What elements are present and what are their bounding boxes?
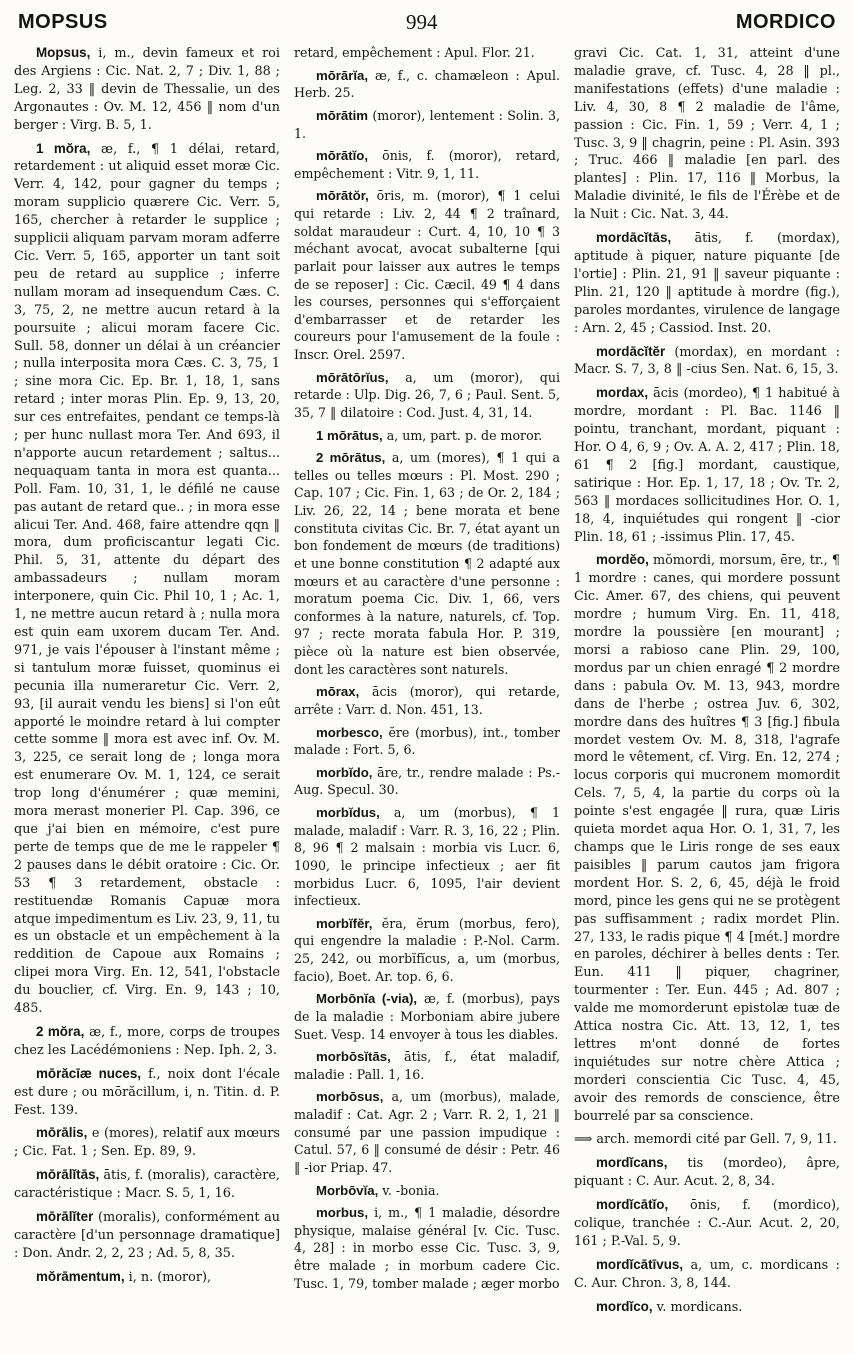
dictionary-entry xyxy=(14,1023,280,1060)
entry-definition: ĕre (morbus), int., tomber malade : Fort. 5, 6. xyxy=(294,724,560,758)
entry-headword: 1 mŏra, xyxy=(36,140,91,156)
entry-headword: mōrālĭtās, xyxy=(36,1167,100,1183)
entry-headword: mōrātim xyxy=(316,107,369,123)
entry-headword: morbĭfĕr, xyxy=(316,915,373,931)
column-3 xyxy=(574,44,840,1346)
entry-definition: a, um, c. mordicans : C. Aur. Chron. 3, 8, 144. xyxy=(574,1257,840,1291)
entry-headword: mordācĭtĕr xyxy=(596,343,666,359)
entry-headword: morbĭdo, xyxy=(316,764,373,780)
entry-definition: ōnis, f. (mordico), colique, tranchée : C.-Aur. Acut. 2, 20, 161 ; P.-Val. 5, 9. xyxy=(574,1198,840,1249)
entry-headword: mōrăcīæ nuces, xyxy=(36,1065,141,1081)
entry-definition: (moror), lentement : Solin. 3, 1. xyxy=(294,107,560,141)
dictionary-entry xyxy=(294,449,560,678)
entry-headword: mōrātŏr, xyxy=(316,188,369,204)
entry-definition: æ, f., ¶ 1 délai, retard, retardement : ut aliquid esset moræ Cic. Verr. 4, 142, pour gagner du temps ; moram supplicio quærere Cic. Verr. 5, 165, chercher à retarder le supplice ; supplicii aliquam parvam moram adferre Cic. Verr. 5, 165, apporter un tant soit peu de retard au supplice ; inferre nullam moram ad insequendum Cæs. C. 3, 75, 2, ne mettre aucun retard à la poursuite ; alicui moram facere Cic. Sull. 58, donner un délai à un créancier ; nulla interposita mora Cæs. C. 3, 75, 1 ; sine mora Cic. Ep. Br. 1, 18, 1, sans retard ; inter moras Plin. Ep. 9, 13, 20, sur ces entrefaites, pendant ce temps-là ; per hunc nullast mora Ter. And 693, il n'apporte aucun retardement ; saltus... nequaquam tanta in mora est quanta... Poll. Fam. 10, 31, 1, le défilé ne cause pas autant de retard que.. ; in mora esse alicui Ter. And. 468, faire attendre qqn ‖ mora, dum proficiscantur legati Cic. Phil. 5, 31, attente du départ des ambassadeurs ; nullam moram interponere, quin Cic. Phil 10, 1 ; Ac. 1, 1, ne mettre aucun retard à ; nulla mora est quin eam uxorem ducam Ter. And. 971, je vais l'épouser à l'instant même ; si tantulum moræ fuisset, quominus ei pecunia illa numeraretur Cic. Verr. 2, 93, [il aurait vendu les biens] si l'on eût apporté le moindre retard à lui compter cette somme ‖ mora est avec inf. Ov. M. 3, 225, ce serait long de ; longa mora est enumerare Ov. M. 1, 124, ce serait trop long d'énumérer ; quæ memini, mora merast monerier Pl. Cap. 396, ce que j'ai bien en mémoire, c'est pure perte de temps que de me le rappeler ¶ 2 pauses dans le débit oratoire : Cic. Or. 53 ¶ 3 retardement, obstacle : restituendæ Romanis Capuæ mora atque impedimentum es Liv. 23, 9, 11, tu es un obstacle et un empêchement à la reddition de Capoue aux Romains ; clipei mora Virg. En. 12, 541, l'obstacle du bouclier, cf. Virg. En. 9, 143 ; 10, 485. xyxy=(14,141,280,1017)
entry-headword: morbĭdus, xyxy=(316,805,380,820)
entry-definition: v. -bonia. xyxy=(378,1182,440,1198)
entry-definition: a, um, part. p. de moror. xyxy=(382,427,543,443)
entry-definition: f., noix dont l'écale est dure ; ou mōrăcillum, i, n. Titin. d. P. Fest. 139. xyxy=(14,1066,280,1118)
entry-definition: (mordax), en mordant : Macr. S. 7, 3, 8 ‖ -cius Sen. Nat. 6, 15, 3. xyxy=(574,344,840,378)
entry-headword: mōrālis, xyxy=(36,1125,88,1141)
entry-headword: mōrālĭter xyxy=(36,1209,94,1225)
dictionary-entry xyxy=(574,1196,840,1251)
page-header xyxy=(14,0,840,44)
entry-headword: morbesco, xyxy=(316,724,383,740)
dictionary-entry xyxy=(14,1208,280,1263)
entry-definition: āre, tr., rendre malade : Ps.-Aug. Specul. 30. xyxy=(294,764,560,798)
column-2 xyxy=(294,44,560,1346)
dictionary-entry xyxy=(294,724,560,759)
dictionary-entry xyxy=(294,915,560,986)
dictionary-entry xyxy=(294,187,560,363)
entry-headword: mordax, xyxy=(596,385,649,401)
dictionary-entry xyxy=(294,369,560,422)
entry-definition: v. mordicans. xyxy=(652,1299,743,1315)
entry-definition: gravi Cic. Cat. 1, 31, atteint d'une maladie grave, cf. Tusc. 4, 28 ‖ pl., manifestations (effets) d'une maladie : Liv. 4, 30, 8 ¶ 2 maladie de l'âme, passion : Cic. Fin. 1, 59 ; Verr. 4, 1 ; Tusc. 3, 9 ‖ chagrin, peine : Pl. Asin. 393 ; Truc. 466 ‖ maladie [en parl. des plantes] : Plin. 17, 116 ‖ Morbus, la Maladie divinité, le fils de l'Érèbe et de la Nuit : Cic. Nat. 3, 44. xyxy=(574,46,840,223)
entry-headword: mordĭcātĭo, xyxy=(596,1197,669,1213)
entry-definition: æ, f., c. chamæleon : Apul. Herb. 25. xyxy=(294,67,560,101)
entry-definition: i, m., devin fameux et roi des Argiens : Cic. Nat. 2, 7 ; Div. 1, 88 ; Leg. 2, 33 ‖ devin de Thessalie, un des Argonautes : Ov. M. 12, 456 ‖ nom d'un berger : Virg. B. 5, 1. xyxy=(14,46,280,133)
entry-definition: mŏmordi, morsum, ēre, tr., ¶ 1 mordre : canes, qui mordere possunt Cic. Amer. 67, des chiens, qui peuvent mordre ; humum Virg. En. 11, 418, mordre la poussière [en mourant] ; morsi a rabioso cane Plin. 29, 100, mordus par un chien enragé ¶ 2 mordre dans : pabula Ov. M. 13, 943, mordre dans de l'herbe ; ostrea Juv. 6, 302, mordre dans des huîtres ¶ 3 [fig.] fibula mordet vestem Ov. M. 8, 318, l'agrafe mord le vêtement, cf. Virg. En. 12, 274 ; locus corporis qui mucronem momordit Cels. 7, 5, 4, la partie du corps où la pointe s'est engagée ‖ rura, quæ Liris quieta mordet aqua Hor. O. 1, 31, 7, les champs que le Liris ronge de ses eaux paisibles ‖ parum cautos jam frigora mordent Hor. S. 2, 6, 45, déjà le froid mord, pince les gens qui ne se protègent pas suffisamment ; radix mordet Plin. 27, 133, le radis pique ¶ 4 [mét.] mordre en paroles, déchirer à belles dents : Ter. Eun. 411 ‖ piquer, chagriner, tourmenter : Ter. Eun. 445 ; Ad. 807 ; valde me momorderunt epistolæ tuæ de Attica nostra Cic. Att. 13, 12, 1, tes lettres m'ont donné de fortes inquiétudes sur notre chère Attica ; morderi conscientia Cic Tusc. 4, 45, avoir des remords de conscience, être bourrelé par sa conscience. xyxy=(574,553,840,1124)
dictionary-entry xyxy=(14,1124,280,1161)
dictionary-entry xyxy=(14,1065,280,1120)
dictionary-entry xyxy=(574,44,840,224)
entry-definition: ācis (moror), qui retarde, arrête : Varr. d. Non. 451, 13. xyxy=(294,684,560,717)
entry-headword: mordĕo, xyxy=(596,552,649,568)
dictionary-entry xyxy=(294,67,560,102)
dictionary-entry xyxy=(294,427,560,445)
entry-definition: æ, f., more, corps de troupes chez les Lacédémoniens : Nep. Iph. 2, 3. xyxy=(14,1024,280,1058)
right-guide-word: MORDICO xyxy=(735,10,836,33)
dictionary-entry xyxy=(574,1130,840,1149)
entry-definition: ĕra, ĕrum (morbus, fero), qui engendre la maladie : P.-Nol. Carm. 25, 242, ou morbĭfĭcus, a, um (morbus, facio), Boet. Ar. top. 6, 6. xyxy=(294,915,560,984)
entry-definition: ācis (mordeo), ¶ 1 habitué à mordre, mordant : Pl. Bac. 1146 ‖ pointu, tranchant, mordant, piquant : Hor. O 4, 6, 9 ; Ov. A. A. 2, 417 ; Plin. 18, 61 ¶ 2 [fig.] mordant, caustique, satirique : Hor. Ep. 1, 17, 18 ; Ov. Tr. 2, 563 ‖ mordaces sollicitudines Hor. O. 1, 18, 4, inquiétudes qui rongent ‖ -cior Plin. 18, 61 ; -issimus Plin. 17, 45. xyxy=(574,386,840,545)
entry-definition: tis (mordeo), âpre, piquant : C. Aur. Acut. 2, 8, 34. xyxy=(574,1156,840,1190)
dictionary-entry xyxy=(294,1182,560,1200)
entry-headword: mordĭco, xyxy=(596,1298,653,1314)
entry-definition: ⟹ arch. memordi cité par Gell. 7, 9, 11. xyxy=(574,1132,837,1148)
entry-headword: 1 mōrātus, xyxy=(316,427,383,443)
entry-headword: morbōsĭtās, xyxy=(316,1049,391,1065)
dictionary-entry xyxy=(294,990,560,1043)
entry-headword: mōrātĭo, xyxy=(316,148,369,164)
column-1 xyxy=(14,44,280,1346)
dictionary-entry xyxy=(574,1256,840,1293)
entry-definition: e (mores), relatif aux mœurs ; Cic. Fat. 1 ; Sen. Ep. 89, 9. xyxy=(14,1126,280,1160)
entry-definition: æ, f. (morbus), pays de la maladie : Morboniam abire jubere Suet. Vesp. 14 envoyer à tous les diables. xyxy=(294,991,560,1042)
entry-definition: ōris, m. (moror), ¶ 1 celui qui retarde : Liv. 2, 44 ¶ 2 traînard, soldat maraudeur : Curt. 4, 10, 10 ¶ 3 méchant avocat, avocat subalterne [qui parlait pour laisser aux autres le temps de se reposer] : Cic. Cæcil. 49 ¶ 4 dans les courses, personnes qui s'efforçaient d'embarrasser et de retarder les coureurs pour l'amusement de la foule : Inscr. Orel. 2597. xyxy=(294,188,560,362)
dictionary-entry xyxy=(294,764,560,799)
entry-headword: Morbōvĭa, xyxy=(316,1182,379,1198)
dictionary-entry xyxy=(574,229,840,337)
entry-definition: ātis, f. (mordax), aptitude à piquer, nature piquante [de l'ortie] : Plin. 21, 91 ‖ saveur piquante : Plin. 21, 120 ‖ aptitude à mordre (fig.), paroles mordantes, virulence de langage : Arn. 2, 45 ; Cassiod. Inst. 20. xyxy=(574,231,840,336)
entry-definition: ātis, f., état maladif, maladie : Pall. 1, 16. xyxy=(294,1049,560,1082)
dictionary-entry xyxy=(14,1166,280,1203)
entry-headword: mordĭcans, xyxy=(596,1155,668,1171)
entry-definition: (moralis), conformément au caractère [d'un personnage dramatique] : Don. Andr. 2, 2, 23 ; Ad. 5, 8, 35. xyxy=(14,1210,280,1261)
dictionary-entry xyxy=(294,147,560,182)
dictionary-entry xyxy=(294,44,560,62)
entry-definition: a, um (mores), ¶ 1 qui a telles ou telles mœurs : Pl. Most. 290 ; Cap. 107 ; Cic. Fin. 1, 63 ; de Or. 2, 184 ; Liv. 26, 22, 14 ; bene morata et bene constituta civitas Cic. Br. 7, état ayant un bon fondement de mœurs (de traditions) et une bonne constitution ¶ 2 adapté aux mœurs et au caractère d'une personne : moratum poema Cic. Div. 1, 66, vers conformes à la nature, naturels, cf. Top. 97 ; recte morata fabula Hor. P. 319, pièce où la nature est bien observée, dont les caractères sont naturels. xyxy=(294,450,560,677)
entry-headword: morbus, xyxy=(316,1205,369,1221)
entry-definition: retard, empêchement : Apul. Flor. 21. xyxy=(294,45,535,60)
dictionary-entry xyxy=(14,44,280,135)
entry-definition: a, um (morbus), malade, maladif : Cat. Agr. 2 ; Varr. R. 2, 1, 21 ‖ consumé par une passion impudique : Catul. 57, 6 ‖ consumé de désir : Petr. 46 ‖ -ior Priap. 47. xyxy=(294,1089,560,1175)
entry-headword: morbōsus, xyxy=(316,1089,384,1105)
dictionary-entry xyxy=(294,804,560,910)
entry-definition: a, um (moror), qui retarde : Ulp. Dig. 26, 7, 6 ; Paul. Sent. 5, 35, 7 ‖ dilatoire : Cod. Just. 4, 31, 14. xyxy=(294,369,560,420)
entry-definition: a, um (morbus), ¶ 1 malade, maladif : Varr. R. 3, 16, 22 ; Plin. 8, 96 ¶ 2 malsain : morbia vis Lucr. 6, 1090, le principe infectieux ; aer fit morbidus Lucr. 6, 1095, l'air devient infectieux. xyxy=(294,805,560,909)
dictionary-entry xyxy=(14,1268,280,1287)
dictionary-entry xyxy=(574,384,840,546)
dictionary-entry xyxy=(574,551,840,1125)
entry-headword: 2 mŏra, xyxy=(36,1023,85,1039)
entry-headword: mŏrāmentum, xyxy=(36,1268,125,1284)
entry-definition: ātis, f. (moralis), caractère, caractéristique : Macr. S. 5, 1, 16. xyxy=(14,1168,280,1202)
dictionary-entry xyxy=(294,1204,560,1292)
entry-headword: mordĭcātīvus, xyxy=(596,1256,684,1272)
left-guide-word: MOPSUS xyxy=(18,10,108,33)
entry-definition: i, m., ¶ 1 maladie, désordre physique, malaise général [v. Cic. Tusc. 4, 28] : in morbo esse Cic. Tusc. 3, 9, être malade ; in morbum cadere Cic. Tusc. 1, 79, tomber malade ; æger morbo xyxy=(294,1205,560,1291)
page-number: 994 xyxy=(406,9,438,34)
dictionary-entry xyxy=(574,1298,840,1317)
entry-headword: mordācĭtās, xyxy=(596,230,672,246)
entry-headword: mōrārĭa, xyxy=(316,67,369,83)
dictionary-entry xyxy=(294,107,560,142)
dictionary-entry xyxy=(14,140,280,1018)
entry-headword: 2 mōrātus, xyxy=(316,450,386,466)
entry-headword: Mopsus, xyxy=(36,45,91,60)
columns xyxy=(14,44,840,1346)
dictionary-entry xyxy=(574,343,840,380)
dictionary-entry xyxy=(294,1088,560,1176)
entry-definition: i, n. (moror), xyxy=(124,1269,212,1285)
entry-headword: Morbōnĭa (-via), xyxy=(316,991,418,1007)
entry-headword: mōrax, xyxy=(316,684,360,700)
dictionary-entry xyxy=(294,1048,560,1083)
dictionary-entry xyxy=(294,683,560,718)
dictionary-entry xyxy=(574,1154,840,1191)
entry-headword: mōrātōrĭus, xyxy=(316,369,389,385)
entry-definition: ōnis, f. (moror), retard, empêchement : Vitr. 9, 1, 11. xyxy=(294,148,560,181)
